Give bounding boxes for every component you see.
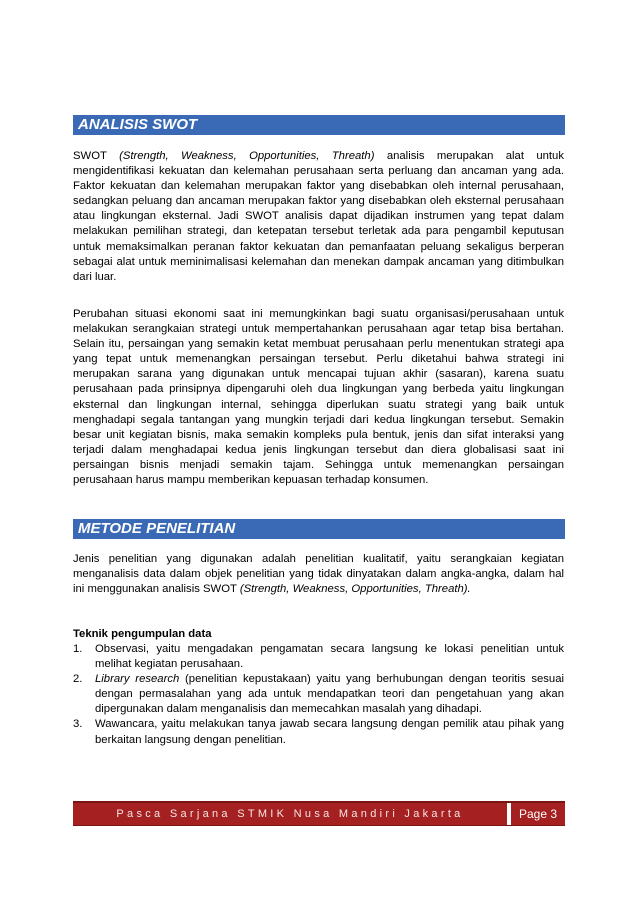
list-item: [73, 717, 564, 747]
paragraph-research-type: [73, 552, 564, 597]
text-run: Jenis penelitian yang digunakan adalah penelitian kualitatif, yaitu serangkaian kegiatan menganalisis data dalam objek penelitian yang tidak dinyatakan dalam angka-angka, dalam hal ini menggunakan analisis SWOT: [73, 553, 564, 596]
section-heading-analisis-swot: [73, 115, 565, 135]
page-number: Page 3: [511, 803, 565, 825]
paragraph-swot-definition: [73, 149, 564, 285]
paragraph-economic-change: Perubahan situasi ekonomi saat ini memungkinkan bagi suatu organisasi/perusahaan untuk melakukan serangkaian strategi untuk mempertahankan perusahaan agar tetap bisa bertahan. Selain itu, persaingan yang semakin ketat membuat perusahaan perlu menentukan strategi apa yang tepat untuk memenangkan persaingan tersebut. Perlu diketahui bahwa strategi ini merupakan sarana yang digunakan untuk mencapai tujuan akhir (sasaran), karena suatu perusahaan pada prinsipnya dipengaruhi oleh dua lingkungan yang berbeda yaitu lingkungan eksternal dan lingkungan internal, sehingga diperlukan suatu strategi yang baik untuk menghadapi segala tantangan yang mungkin terjadi dari kedua lingkungan tersebut. Semakin besar unit kegiatan bisnis, maka semakin kompleks pula bentuk, jenis dan sifat interaksi yang terjadi dalam menghadapai kedua jenis lingkungan tersebut dan diera globalisasi saat ini persaingan bisnis menjadi semakin tajam. Sehingga untuk memenangkan persaingan perusahaan harus mampu memberikan kepuasan terhadap konsumen.: [73, 308, 564, 487]
italic-text-run: (Strength, Weakness, Opportunities, Threath): [119, 150, 375, 162]
list-number: 1.: [73, 643, 83, 655]
list-number: 3.: [73, 718, 83, 731]
subheading-data-collection: Teknik pengumpulan data: [73, 628, 212, 640]
list-number: 2.: [73, 673, 83, 686]
page-footer: [73, 801, 565, 826]
text-run: analisis merupakan alat untuk mengidentifikasi kekuatan dan kelemahan perusahaan serta perluang dan ancaman yang ada. Faktor kekuatan dan kelemahan merupakan faktor yang disebabkan oleh internal perusahaan, sedangkan peluang dan ancaman merupakan faktor yang disebabkan oleh eksternal perusahaan atau lingkungan eksternal. Jadi SWOT analisis dapat dijadikan instrumen yang tepat dalam melakukan pemilihan strategi, dan ketepatan tersebut terletak ada para pengambil keputusan untuk memaksimalkan peranan faktor kekuatan dan pemanfaatan peluang sekaligus berperan sebagai alat untuk meminimalisasi kelemahan dan menekan dampak ancaman yang ditimbulkan dari luar.: [73, 150, 564, 283]
list-item-text: Observasi, yaitu mengadakan pengamatan secara langsung ke lokasi penelitian untuk melihat kegiatan perusahaan.: [95, 643, 564, 671]
list-item: [73, 672, 564, 717]
section-heading-metode-penelitian: [73, 519, 565, 539]
footer-institution: Pasca Sarjana STMIK Nusa Mandiri Jakarta: [73, 803, 507, 825]
list-item: [73, 642, 564, 672]
italic-text-run: (Strength, Weakness, Opportunities, Threath).: [239, 583, 471, 596]
list-item-text: Wawancara, yaitu melakukan tanya jawab secara langsung dengan pemilik atau pihak yang berkaitan langsung dengan penelitian.: [95, 718, 564, 746]
data-collection-list: [73, 642, 564, 748]
italic-text-run: Library research: [95, 673, 180, 686]
section-title: METODE PENELITIAN: [78, 520, 236, 537]
list-item-text: (penelitian kepustakaan) yaitu yang berhubungan dengan teoritis sesuai dengan permasalahan yang ada untuk mendapatkan teori dan pengetahuan yang akan dipergunakan dalam menganalisis dan memecahkan masalah yang dihadapi.: [95, 673, 564, 716]
section-title: ANALISIS SWOT: [78, 116, 198, 133]
text-run: SWOT: [73, 150, 120, 162]
